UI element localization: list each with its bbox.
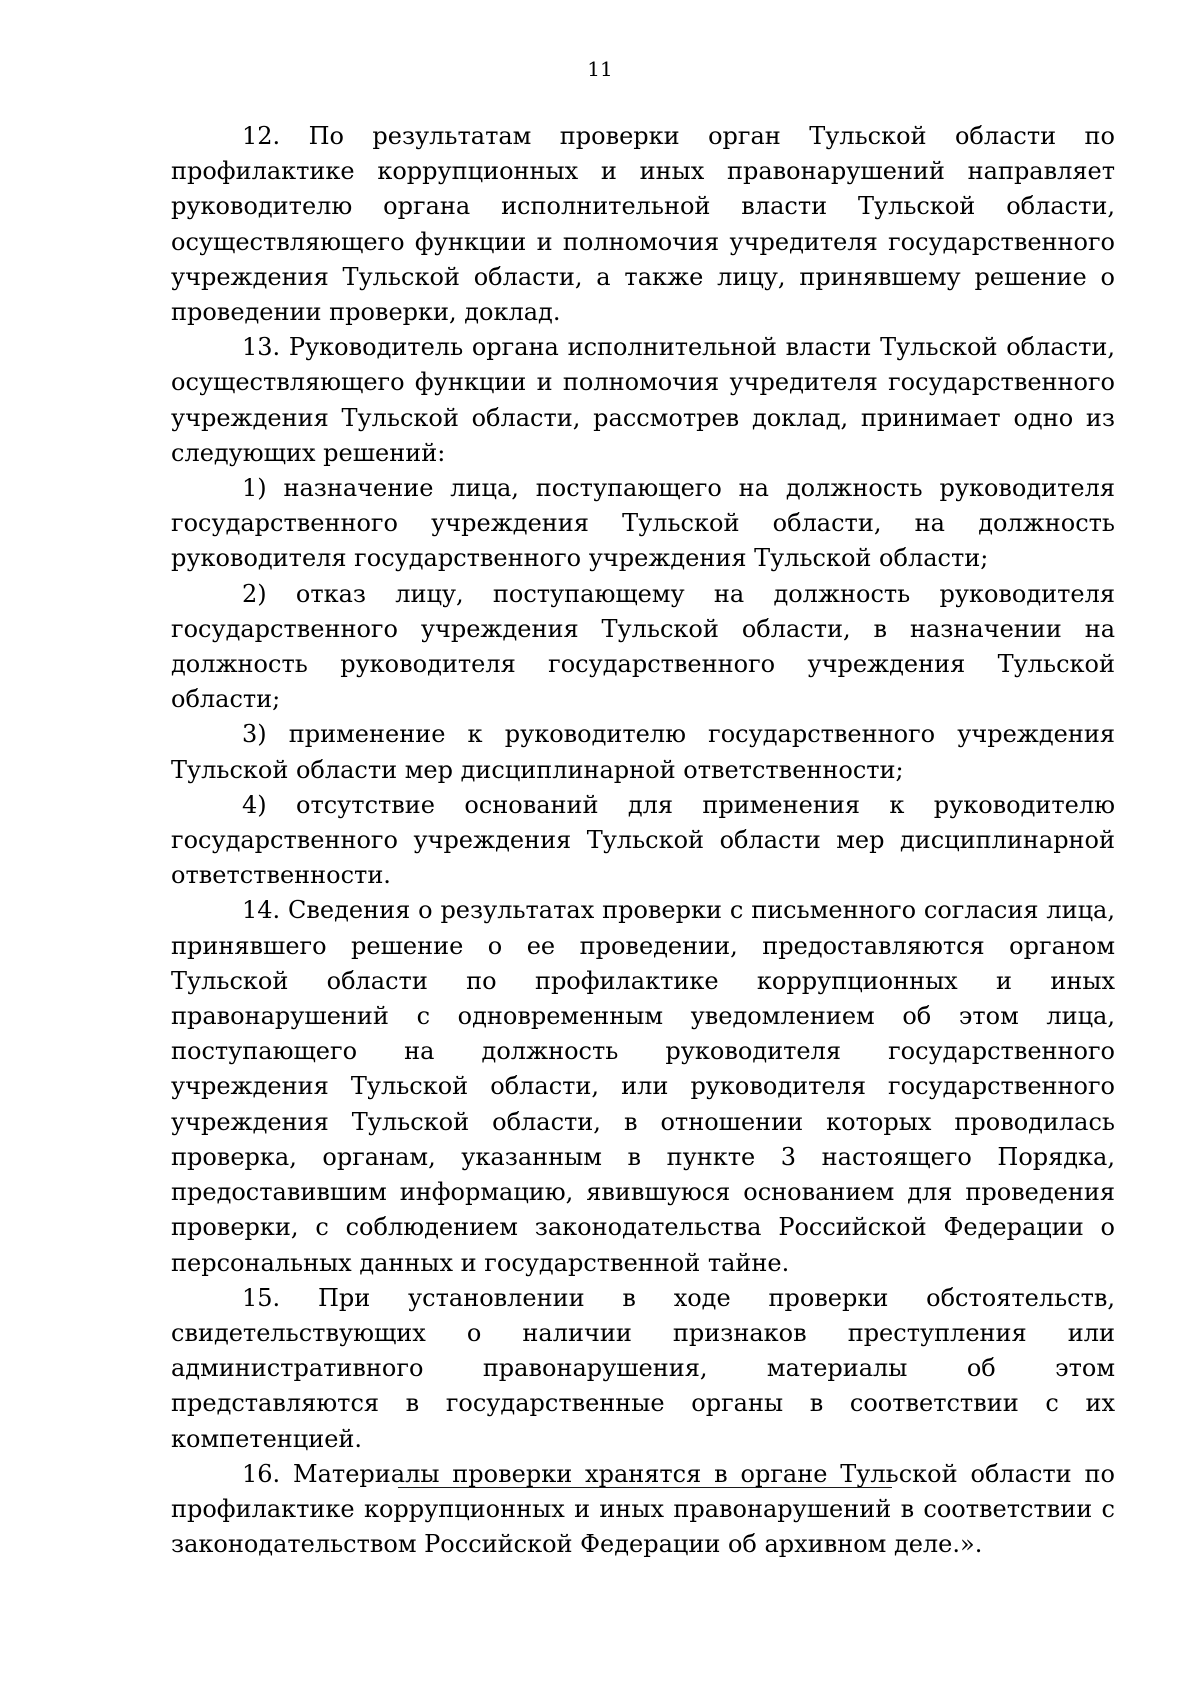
document-body [171, 119, 1115, 1562]
paragraph-item-12: 12. По результатам проверки орган Тульской области по профилактике коррупционных и иных правонарушений направляет руководителю органа исполнительной власти Тульской области, осуществляющего функции и полномочия учредителя государственного учреждения Тульской области, а также лицу, принявшему решение о проведении проверки, доклад. [171, 122, 1115, 327]
closing-divider-line [398, 1487, 892, 1488]
paragraph-item-15: 15. При установлении в ходе проверки обстоятельств, свидетельствующих о наличии признаков преступления или административного правонарушения, материалы об этом представляются в государственные органы в соответствии с их компетенцией. [171, 1283, 1115, 1453]
page-number: 11 [587, 57, 613, 81]
paragraph-item-13: 13. Руководитель органа исполнительной власти Тульской области, осуществляющего функции и полномочия учредителя государственного учреждения Тульской области, рассмотрев доклад, принимает одно из следующих решений: [171, 333, 1115, 467]
paragraph-subitem-3: 3) применение к руководителю государственного учреждения Тульской области мер дисциплинарной ответственности; [171, 720, 1115, 784]
paragraph-item-14: 14. Сведения о результатах проверки с письменного согласия лица, принявшего решение о ее проведении, предоставляются органом Тульской области по профилактике коррупционных и иных правонарушений с одновременным уведомлением об этом лица, поступающего на должность руководителя государственного учреждения Тульской области, или руководителя государственного учреждения Тульской области, в отношении которых проводилась проверка, органам, указанным в пункте 3 настоящего Порядка, предоставившим информацию, явившуюся основанием для проведения проверки, с соблюдением законодательства Российской Федерации о персональных данных и государственной тайне. [171, 896, 1115, 1277]
paragraph-subitem-1: 1) назначение лица, поступающего на должность руководителя государственного учреждения Тульской области, на должность руководителя государственного учреждения Тульской области; [171, 474, 1115, 573]
paragraph-subitem-4: 4) отсутствие оснований для применения к руководителю государственного учреждения Тульской области мер дисциплинарной ответственности. [171, 790, 1115, 890]
paragraph-subitem-2: 2) отказ лицу, поступающему на должность руководителя государственного учреждения Тульской области, в назначении на должность руководителя государственного учреждения Тульской области; [171, 579, 1115, 714]
paragraph-item-16: 16. Материалы проверки хранятся в органе Тульской области по профилактике коррупционных и иных правонарушений в соответствии с законодательством Российской Федерации об архивном деле.». [171, 1459, 1115, 1559]
